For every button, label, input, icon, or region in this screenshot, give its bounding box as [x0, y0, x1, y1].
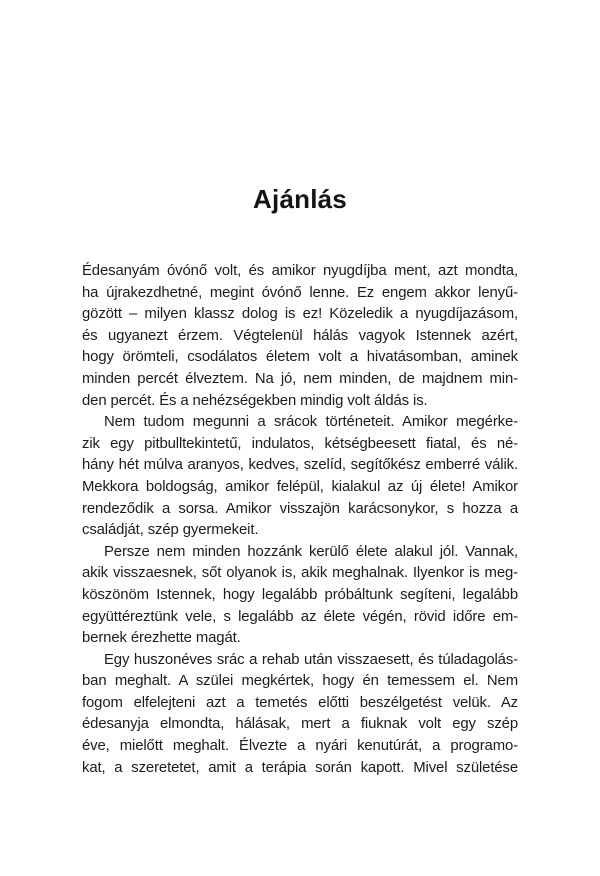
text-line: köszönöm Istennek, hogy legalább próbáltunk segíteni, legalább [82, 586, 518, 603]
text-line: ha újrakezdhetné, megint óvónő lenne. Ez engem akkor lenyű- [82, 284, 518, 301]
text-line: den percét. És a nehézségekben mindig volt áldás is. [82, 392, 428, 409]
text-line: és ugyanezt érzem. Végtelenül hálás vagyok Istennek azért, [82, 327, 518, 344]
text-line: rendeződik a sorsa. Amikor visszajön karácsonykor, s hozza a [82, 500, 518, 517]
text-line: hogy örömteli, csodálatos életem volt a hivatásomban, aminek [82, 349, 518, 366]
text-line: édesanyja elmondta, hálásak, mert a fiuknak volt egy szép [82, 716, 518, 733]
text-line: ban meghalt. A szülei megkértek, hogy én temessem el. Nem [82, 673, 518, 690]
text-line: Mekkora boldogság, amikor felépül, kialakul az új élete! Amikor [82, 478, 518, 495]
text-line: Édesanyám óvónő volt, és amikor nyugdíjba ment, azt mondta, [82, 263, 518, 279]
text-line: Egy huszonéves srác a rehab után visszaesett, és túladagolás- [104, 651, 518, 668]
text-line: gözött – milyen klassz dolog is ez! Közeledik a nyugdíjazásom, [82, 306, 518, 323]
text-line: hány hét múlva aranyos, kedves, szelíd, segítőkész emberré válik. [82, 457, 518, 474]
page-title: Ajánlás [253, 184, 347, 214]
text-line: fogom elfelejteni azt a temetés előtti beszélgetést velük. Az [82, 694, 518, 711]
body-text [82, 261, 518, 779]
text-line: akik visszaesnek, sőt olyanok is, akik meghalnak. Ilyenkor is meg- [82, 565, 518, 582]
text-line: éve, mielőtt meghalt. Élvezte a nyári kenutúrát, a programo- [82, 738, 518, 755]
text-line: kat, a szeretetet, amit a terápia során kapott. Mivel születése [82, 759, 518, 776]
text-line: zik egy pitbulltekintetű, indulatos, kétségbeesett fiatal, és né- [82, 435, 518, 452]
text-line: Persze nem minden hozzánk kerülő élete alakul jól. Vannak, [104, 543, 518, 560]
text-line: együttéreztünk vele, s legalább az élete végén, rövid időre em- [82, 608, 518, 625]
text-line: családját, szép gyermekeit. [82, 522, 259, 539]
text-line: bernek érezhette magát. [82, 630, 241, 647]
text-line: minden percét élveztem. Na jó, nem minden, de majdnem min- [82, 370, 518, 387]
text-line: Nem tudom megunni a srácok történeteit. Amikor megérke- [104, 414, 518, 431]
